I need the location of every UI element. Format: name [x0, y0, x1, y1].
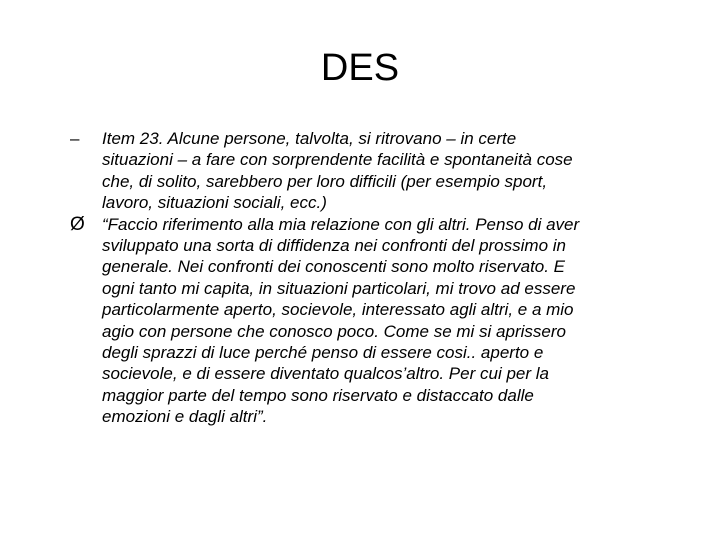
text-line: generale. Nei confronti dei conoscenti sono molto riservato. E	[102, 257, 566, 277]
text-line: lavoro, situazioni sociali, ecc.)	[102, 193, 327, 213]
bullet-text	[102, 214, 680, 428]
bullet-text	[102, 128, 680, 214]
slide-title	[0, 44, 720, 92]
bullet-quote	[70, 214, 680, 428]
text-line: socievole, e di essere diventato qualcos’altro. Per cui per la	[102, 364, 549, 384]
text-line: agio con persone che conosco poco. Come se mi si aprissero	[102, 321, 566, 341]
slide-body	[70, 128, 680, 428]
text-line: ogni tanto mi capita, in situazioni particolari, mi trovo ad essere	[102, 278, 576, 298]
arrow-bullet-icon: Ø	[70, 213, 85, 235]
text-line: situazioni – a fare con sorprendente facilità e spontaneità cose	[102, 150, 573, 170]
slide-title-text: DES	[320, 47, 400, 89]
bullet-item-23	[70, 128, 680, 214]
text-line: Item 23. Alcune persone, talvolta, si ritrovano – in certe	[102, 129, 517, 148]
text-line: “Faccio riferimento alla mia relazione con gli altri. Penso di aver	[102, 214, 580, 234]
text-line: emozioni e dagli altri”.	[102, 407, 268, 427]
text-line: particolarmente aperto, socievole, interessato agli altri, e a mio	[102, 300, 574, 320]
text-line: maggior parte del tempo sono riservato e distaccato dalle	[102, 385, 534, 405]
dash-bullet-marker: –	[70, 129, 80, 148]
text-line: sviluppato una sorta di diffidenza nei confronti del prossimo in	[102, 236, 566, 256]
text-line: degli sprazzi di luce perché penso di essere cosi.. aperto e	[102, 343, 544, 363]
text-line: che, di solito, sarebbero per loro difficili (per esempio sport,	[102, 171, 548, 191]
